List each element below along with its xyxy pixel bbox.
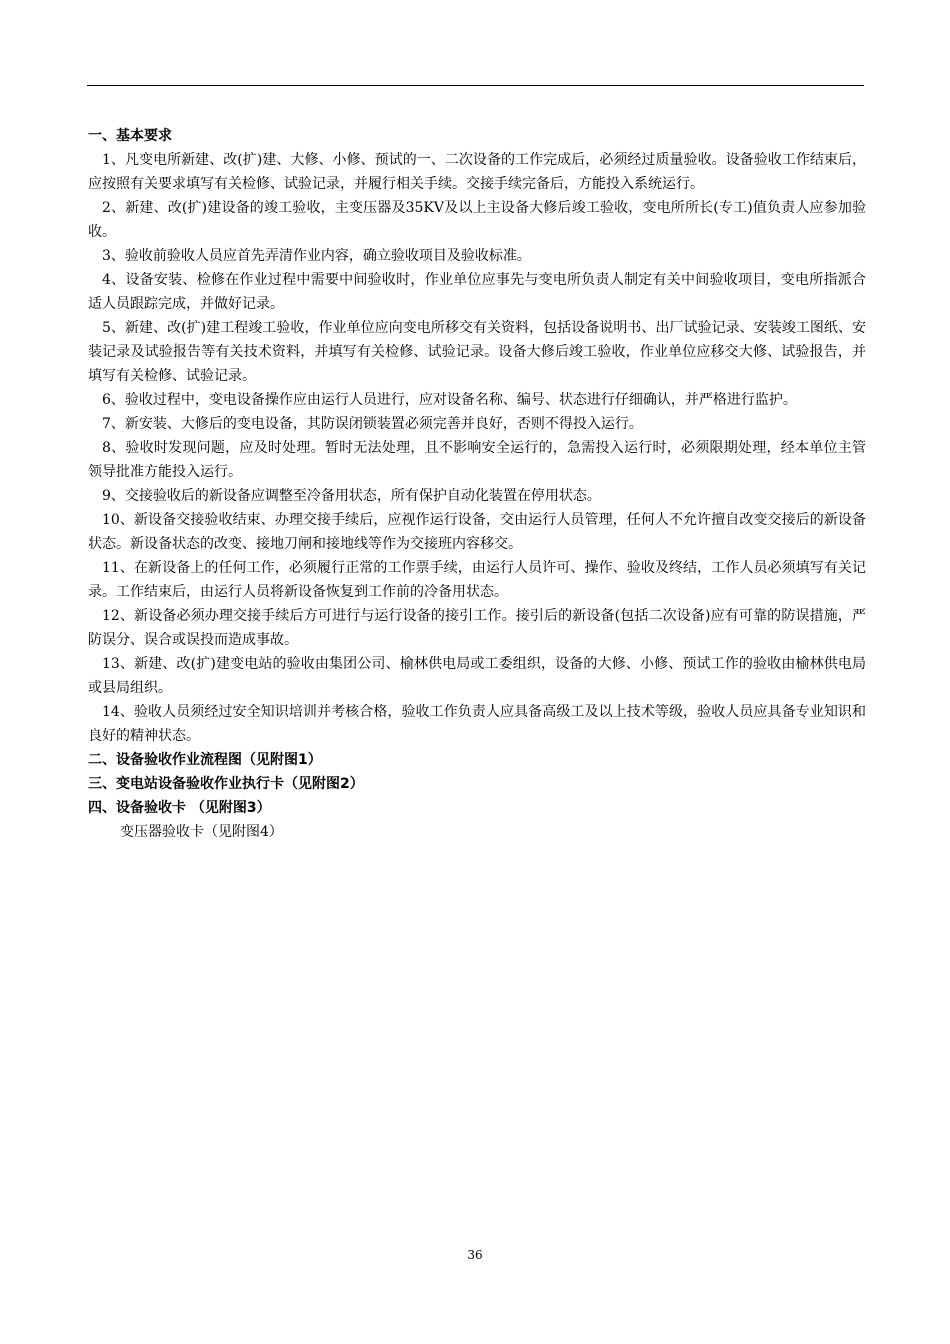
requirement-item-1: 1、凡变电所新建、改(扩)建、大修、小修、预试的一、二次设备的工作完成后，必须经过质量验收。设备验收工作结束后，应按照有关要求填写有关检修、试验记录，并履行相关手续。交接手续完备后，方能投入系统运行。 [88, 152, 866, 192]
requirement-item-8: 8、验收时发现问题，应及时处理。暂时无法处理，且不影响安全运行的，急需投入运行时，必须限期处理，经本单位主管领导批准方能投入运行。 [88, 440, 866, 480]
page-number: 36 [467, 1248, 483, 1262]
requirement-item-5: 5、新建、改(扩)建工程竣工验收，作业单位应向变电所移交有关资料，包括设备说明书、出厂试验记录、安装竣工图纸、安装记录及试验报告等有关技术资料，并填写有关检修、试验记录。设备大修后竣工验收，作业单位应移交大修、试验报告，并填写有关检修、试验记录。 [88, 320, 866, 384]
requirement-item-14: 14、验收人员须经过安全知识培训并考核合格，验收工作负责人应具备高级工及以上技术等级，验收人员应具备专业知识和良好的精神状态。 [88, 704, 866, 744]
requirement-item-13: 13、新建、改(扩)建变电站的验收由集团公司、榆林供电局或工委组织，设备的大修、小修、预试工作的验收由榆林供电局或县局组织。 [88, 656, 866, 696]
requirement-item-10: 10、新设备交接验收结束、办理交接手续后，应视作运行设备，交由运行人员管理，任何人不允许擅自改变交接后的新设备状态。新设备状态的改变、接地刀闸和接地线等作为交接班内容移交。 [88, 512, 866, 552]
requirement-item-12: 12、新设备必须办理交接手续后方可进行与运行设备的接引工作。接引后的新设备(包括二次设备)应有可靠的防误措施，严防误分、误合或误投而造成事故。 [88, 608, 866, 648]
requirement-item-11: 11、在新设备上的任何工作，必须履行正常的工作票手续，由运行人员许可、操作、验收及终结，工作人员必须填写有关记录。工作结束后，由运行人员将新设备恢复到工作前的冷备用状态。 [88, 560, 866, 600]
section-heading-flowchart: 二、设备验收作业流程图（见附图1） [88, 752, 322, 768]
document-body [88, 124, 866, 844]
requirement-item-2: 2、新建、改(扩)建设备的竣工验收，主变压器及35KV及以上主设备大修后竣工验收，变电所所长(专工)值负责人应参加验收。 [88, 200, 866, 240]
requirement-item-4: 4、设备安装、检修在作业过程中需要中间验收时，作业单位应事先与变电所负责人制定有关中间验收项目，变电所指派合适人员跟踪完成，并做好记录。 [88, 272, 866, 312]
requirement-item-7: 7、新安装、大修后的变电设备，其防误闭锁装置必须完善并良好，否则不得投入运行。 [102, 416, 643, 432]
section-heading-basic-requirements: 一、基本要求 [88, 128, 172, 144]
requirement-item-6: 6、验收过程中，变电设备操作应由运行人员进行，应对设备名称、编号、状态进行仔细确认，并严格进行监护。 [102, 392, 797, 408]
section-heading-execution-card: 三、变电站设备验收作业执行卡（见附图2） [88, 776, 364, 792]
transformer-acceptance-card-line: 变压器验收卡（见附图4） [120, 824, 283, 840]
requirement-item-9: 9、交接验收后的新设备应调整至冷备用状态，所有保护自动化装置在停用状态。 [102, 488, 601, 504]
section-heading-acceptance-card: 四、设备验收卡 （见附图3） [88, 800, 271, 816]
requirement-item-3: 3、验收前验收人员应首先弄清作业内容，确立验收项目及验收标准。 [102, 248, 531, 264]
header-rule [87, 85, 864, 86]
